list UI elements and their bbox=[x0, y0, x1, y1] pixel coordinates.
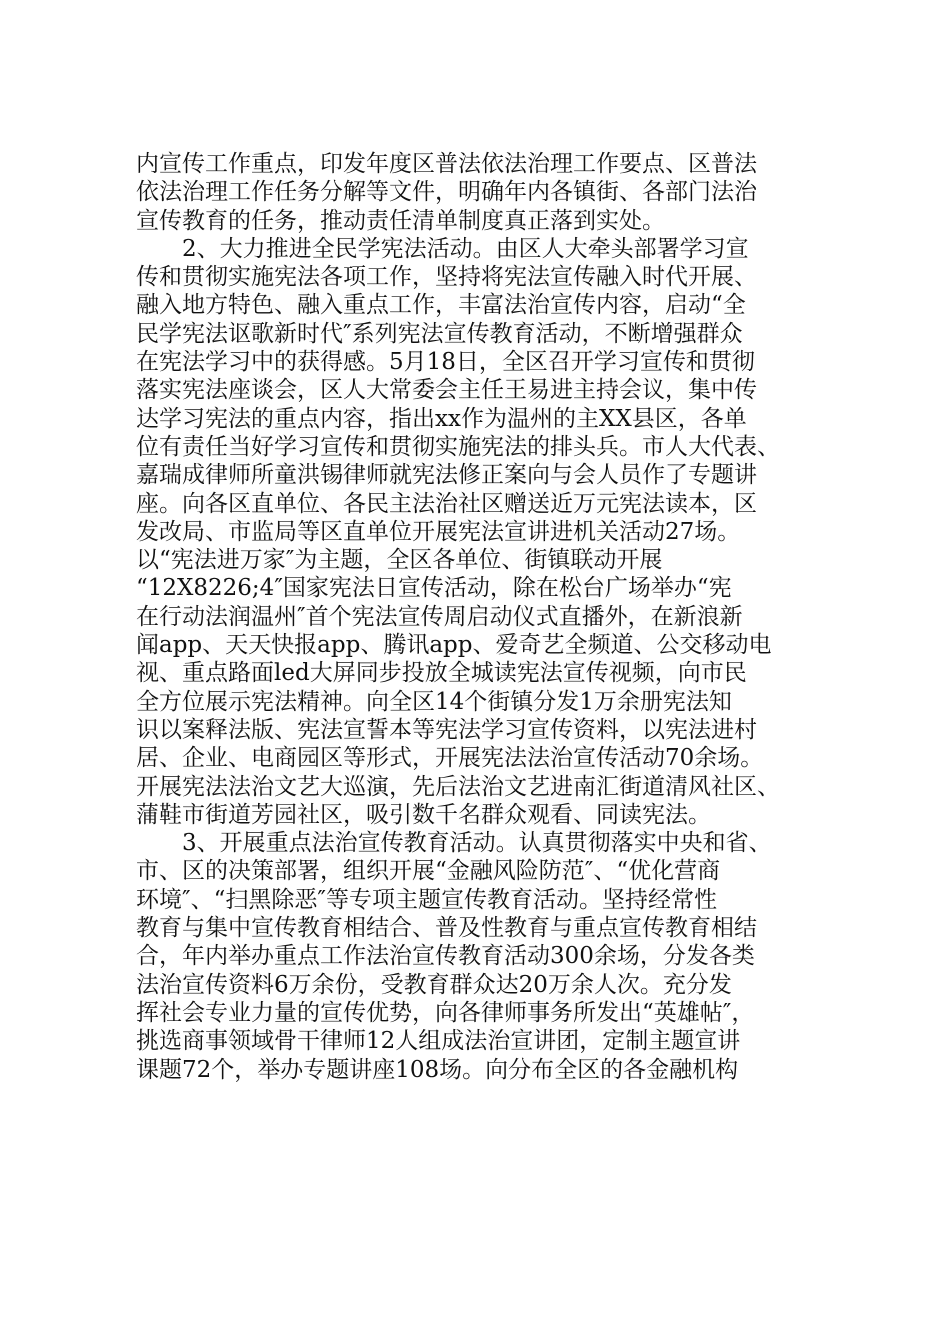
text-line: 在行动法润温州″首个宪法宣传周启动仪式直播外，在新浪新 bbox=[136, 603, 743, 630]
text-line: 传和贯彻实施宪法各项工作，坚持将宪法宣传融入时代开展、 bbox=[136, 264, 757, 291]
text-line: 全方位展示宪法精神。向全区14个街镇分发1万余册宪法知 bbox=[136, 688, 732, 715]
text-line: 挥社会专业力量的宣传优势，向各律师事务所发出“英雄帖″， bbox=[136, 999, 755, 1026]
text-line: 法治宣传资料6万余份，受教育群众达20万余人次。充分发 bbox=[136, 971, 732, 998]
text-line: 在宪法学习中的获得感。5月18日，全区召开学习宣传和贯彻 bbox=[136, 349, 755, 376]
text-line: 2、大力推进全民学宪法活动。由区人大牵头部署学习宣 bbox=[182, 235, 749, 262]
text-line: 视、重点路面led大屏同步投放全城读宪法宣传视频，向市民 bbox=[136, 660, 747, 687]
text-line: 位有责任当好学习宣传和贯彻实施宪法的排头兵。市人大代表、 bbox=[136, 433, 780, 460]
text-line: 教育与集中宣传教育相结合、普及性教育与重点宣传教育相结 bbox=[136, 915, 757, 942]
text-line: 宣传教育的任务，推动责任清单制度真正落到实处。 bbox=[136, 207, 665, 234]
text-line: 蒲鞋市街道芳园社区，吸引数千名群众观看、同读宪法。 bbox=[136, 801, 711, 828]
text-line: 达学习宪法的重点内容，指出xx作为温州的主XX县区，各单 bbox=[136, 405, 747, 432]
text-line: 落实宪法座谈会，区人大常委会主任王易进主持会议，集中传 bbox=[136, 377, 757, 404]
text-line: 依法治理工作任务分解等文件，明确年内各镇街、各部门法治 bbox=[136, 179, 757, 206]
body-text bbox=[136, 150, 836, 1084]
text-line: 开展宪法法治文艺大巡演，先后法治文艺进南汇街道清风社区、 bbox=[136, 773, 780, 800]
text-line: 居、企业、电商园区等形式，开展宪法法治宣传活动70余场。 bbox=[136, 745, 764, 772]
text-line: 3、开展重点法治宣传教育活动。认真贯彻落实中央和省、 bbox=[182, 830, 772, 857]
text-line: 识以案释法版、宪法宣誓本等宪法学习宣传资料，以宪法进村 bbox=[136, 716, 757, 743]
text-line: 民学宪法讴歌新时代″系列宪法宣传教育活动，不断增强群众 bbox=[136, 320, 743, 347]
text-line: 内宣传工作重点，印发年度区普法依法治理工作要点、区普法 bbox=[136, 151, 757, 177]
text-line: 市、区的决策部署，组织开展“金融风险防范″、“优化营商 bbox=[136, 858, 721, 885]
text-line: 嘉瑞成律师所童洪锡律师就宪法修正案向与会人员作了专题讲 bbox=[136, 462, 757, 489]
text-line: 以“宪法进万家″为主题，全区各单位、街镇联动开展 bbox=[136, 547, 663, 574]
text-line: “12X8226;4″国家宪法日宣传活动，除在松台广场举办“宪 bbox=[136, 575, 732, 602]
text-line: 融入地方特色、融入重点工作，丰富法治宣传内容，启动“全 bbox=[136, 292, 746, 319]
text-line: 合，年内举办重点工作法治宣传教育活动300余场，分发各类 bbox=[136, 943, 755, 970]
text-line: 环境″、“扫黑除恶″等专项主题宣传教育活动。坚持经常性 bbox=[136, 886, 717, 913]
text-line: 座。向各区直单位、各民主法治社区赠送近万元宪法读本，区 bbox=[136, 490, 757, 517]
text-line: 闻app、天天快报app、腾讯app、爱奇艺全频道、公交移动电 bbox=[136, 632, 772, 659]
text-line: 发改局、市监局等区直单位开展宪法宣讲进机关活动27场。 bbox=[136, 518, 741, 545]
text-line: 课题72个，举办专题讲座108场。向分布全区的各金融机构 bbox=[136, 1056, 739, 1083]
text-line: 挑选商事领域骨干律师12人组成法治宣讲团，定制主题宣讲 bbox=[136, 1028, 741, 1055]
